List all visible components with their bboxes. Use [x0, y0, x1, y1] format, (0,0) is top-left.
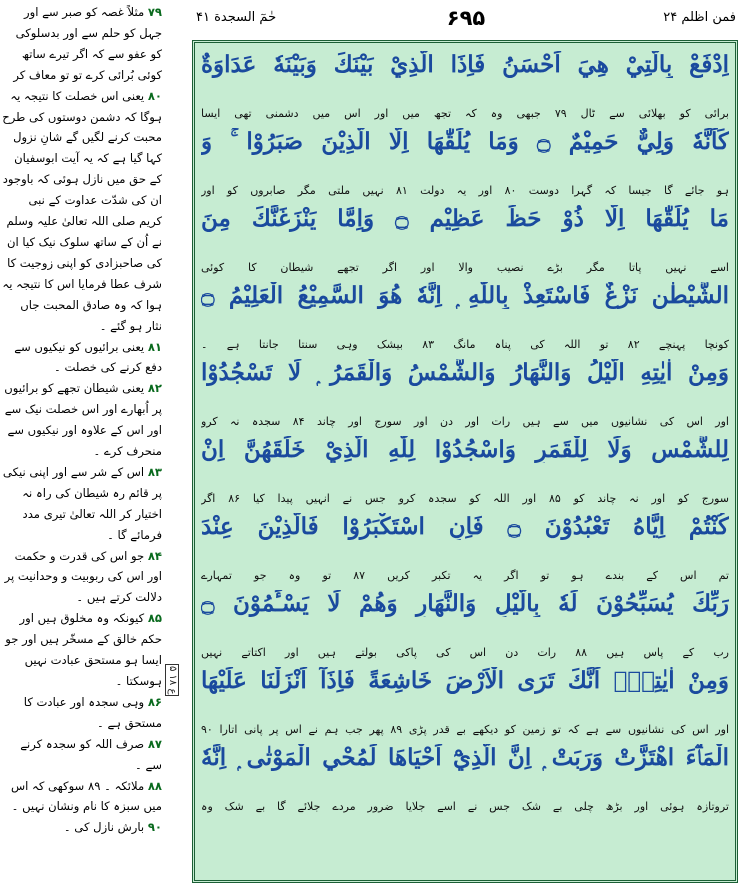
- note-number: ۸۱: [147, 339, 162, 354]
- verse-line: لِلشَّمْسِ وَلَا لِلْقَمَرِ وَاسْجُدُوْا لِلّٰهِ الَّذِيْ خَلَقَهُنَّ اِنْ: [201, 436, 729, 463]
- verse-line: الشَّيْطٰنِ نَزْغٌ فَاسْتَعِذْ بِاللّٰهِ ۭ اِنَّهٗ هُوَ السَّمِيْعُ الْعَلِيْمُ ۝: [201, 282, 729, 309]
- commentary-note: [2, 734, 162, 776]
- note-number: ۸۶: [147, 694, 162, 709]
- note-text: یعنی اس خصلت کا نتیجہ یہ ہوگا کہ دشمن دوستوں کی طرح محبت کرنے لگیں گے شانِ نزول کہا گیا ہے کہ یہ آیت ابوسفیان کے حق میں نازل ہوئی کہ باوجود ان کی شدّت عداوت کے نبی کریم صلی اللہ تعالیٰ علیہ وسلم نے اُن کے ساتھ سلوک نیک کیا ان کی صاحبزادی کو اپنی زوجیت کا شرف عطا فرمایا اس کا نتیجہ یہ ہوا کہ وہ صادق المحبت جاں نثار ہو گئے ۔: [2, 88, 162, 333]
- surah-name: حٰمٓ السجدة ۴۱: [196, 10, 277, 25]
- verse-line: وَمِنْ اٰيٰتِهِ الَّيْلُ وَالنَّهَارُ وَالشَّمْسُ وَالْقَمَرُ ۭ لَا تَسْجُدُوْا: [201, 359, 729, 386]
- translation-line: سورج کو اور نہ چاند کو ۸۵ اور اللہ کو سجدہ کرو جس نے انہیں پیدا کیا ۸۶ اگر: [201, 492, 729, 505]
- note-number: ۸۷: [147, 736, 162, 751]
- note-number: ۸۲: [147, 381, 162, 396]
- note-number: ۸۵: [147, 611, 162, 626]
- commentary-note: [2, 2, 162, 86]
- note-text: بارش نازل کی ۔: [63, 820, 145, 835]
- note-text: وہی سجدہ اور عبادت کا مستحق ہے ۔: [23, 694, 162, 730]
- note-text: جو اس کی قدرت و حکمت اور اس کی ربوبیت و وحدانیت پر دلالت کرتے ہیں ۔: [4, 548, 162, 605]
- verse-line: كُنْتُمْ اِيَّاهُ تَعْبُدُوْنَ ۝ فَاِنِ اسْتَكْبَرُوْا فَالَّذِيْنَ عِنْدَ: [201, 513, 729, 540]
- commentary-note: [2, 86, 162, 337]
- note-text: یعنی شیطان تجھے کو برائیوں پر اُبھارے اور اس خصلت نیک سے اور اس کے علاوہ اور نیکیوں سے منحرف کرے ۔: [4, 381, 162, 459]
- note-text: کیونکہ وہ مخلوق ہیں اور حکم خالق کے مسخّر ہیں اور جو ایسا ہو مستحق عبادت نہیں ہوسکتا ۔: [5, 611, 162, 688]
- commentary-note: [2, 462, 162, 546]
- note-number: ۸۴: [147, 548, 162, 563]
- translation-line: برائی کو بھلائی سے ٹال ۷۹ جبھی وہ کہ تجھ میں اور اس میں دشمنی تھی ایسا: [201, 107, 729, 120]
- note-text: صرف اللہ کو سجدہ کرنے سے ۔: [20, 736, 162, 772]
- translation-line: ہو جائے گا جیسا کہ گہرا دوست ۸۰ اور یہ دولت ۸۱ نہیں ملتی مگر صابروں کو اور: [201, 184, 729, 197]
- translation-line: اسے نہیں پاتا مگر بڑے نصیب والا اور اگر تجھے شیطان کا کوئی: [201, 261, 729, 274]
- note-number: ۸۸: [147, 778, 162, 793]
- note-number: ۸۰: [147, 88, 162, 103]
- verse-frame: [192, 40, 738, 883]
- note-text: مثلاً غصہ کو صبر سے اور جہل کو حلم سے اور بدسلوکی کو عفو سے کہ اگر تیرے ساتھ کوئی بُرائی کرے تو تو معاف کر: [13, 5, 162, 82]
- commentary-note: [2, 608, 162, 692]
- commentary-note: [2, 546, 162, 609]
- note-number: ۷۹: [147, 5, 162, 19]
- note-number: ۹۰: [147, 820, 162, 835]
- commentary-note: [2, 776, 162, 818]
- note-number: ۸۳: [147, 464, 162, 479]
- commentary-note: [2, 692, 162, 734]
- ruku-marker-label: ع ۱۸ ۵: [167, 665, 178, 695]
- page-number: ۶۹۵: [446, 6, 486, 30]
- translation-line: تروتازہ ہوئی اور بڑھ چلی بے شک جس نے اسے جلایا ضرور مردے جلائے گا بے شک وہ: [201, 800, 729, 813]
- verse-line: وَمِنْ اٰيٰتِهٖٓ اَنَّكَ تَرَى الْاَرْضَ خَاشِعَةً فَاِذَآ اَنْزَلْنَا عَلَيْهَا: [201, 667, 729, 694]
- translation-line: اور اس کی نشانیوں سے ہے کہ تو زمین کو دیکھے بے قدر پڑی ۸۹ پھر جب ہم نے اس پر پانی اتارا ۹۰: [201, 723, 729, 736]
- verse-line: مَا يُلَقّٰهَا اِلَّا ذُوْ حَظٍّ عَظِيْمٍ ۝ وَاِمَّا يَنْزَغَنَّكَ مِنَ: [201, 205, 729, 232]
- note-text: یعنی برائیوں کو نیکیوں سے دفع کرنے کی خصلت ۔: [14, 339, 162, 375]
- ruku-marker: [163, 650, 181, 710]
- verse-line: الْمَاۗءَ اهْتَزَّتْ وَرَبَتْ ۭ اِنَّ الَّذِيْٓ اَحْيَاهَا لَمُحْيِ الْمَوْتٰى ۭ اِنَّهٗ: [201, 744, 729, 771]
- translation-line: تم اس کے بندے ہو تو اگر یہ تکبر کریں ۸۷ تو وہ جو تمہارے: [201, 569, 729, 582]
- verse-line: اِدْفَعْ بِالَّتِيْ هِيَ اَحْسَنُ فَاِذَا الَّذِيْ بَيْنَكَ وَبَيْنَهٗ عَدَاوَةٌ: [201, 51, 729, 78]
- translation-line: اور اس کی نشانیوں میں سے ہیں رات اور دن اور سورج اور چاند ۸۴ سجدہ نہ کرو: [201, 415, 729, 428]
- translation-line: رب کے پاس ہیں ۸۸ رات دن اس کی پاکی بولتے ہیں اور اکتاتے نہیں: [201, 646, 729, 659]
- translation-line: کونچا پہنچے ۸۲ تو اللہ کی پناہ مانگ ۸۳ بیشک وہی سنتا جانتا ہے ۔: [201, 338, 729, 351]
- note-text: اس کے شر سے اور اپنی نیکی پر قائم رہ شیطان کی راہ نہ اختیار کر اللہ تعالیٰ تیری مدد فرمائے گا ۔: [2, 464, 162, 542]
- commentary-column: [2, 2, 162, 882]
- commentary-note: [2, 817, 162, 838]
- note-text: ملائکہ ۔ ۸۹ سوکھی کہ اس میں سبزہ کا نام ونشان نہیں ۔: [10, 778, 162, 814]
- verse-line: رَبِّكَ يُسَبِّحُوْنَ لَهٗ بِالَّيْلِ وَالنَّهَارِ وَهُمْ لَا يَسْـَٔمُوْنَ ۝: [201, 590, 729, 617]
- commentary-note: [2, 378, 162, 462]
- page-header: [196, 6, 736, 34]
- verse-line: كَاَنَّهٗ وَلِيٌّ حَمِيْمٌ ۝ وَمَا يُلَقّٰهَا اِلَّا الَّذِيْنَ صَبَرُوْا ۚ وَ: [201, 128, 729, 155]
- commentary-note: [2, 337, 162, 379]
- para-name: فمن اظلم ۲۴: [663, 10, 736, 25]
